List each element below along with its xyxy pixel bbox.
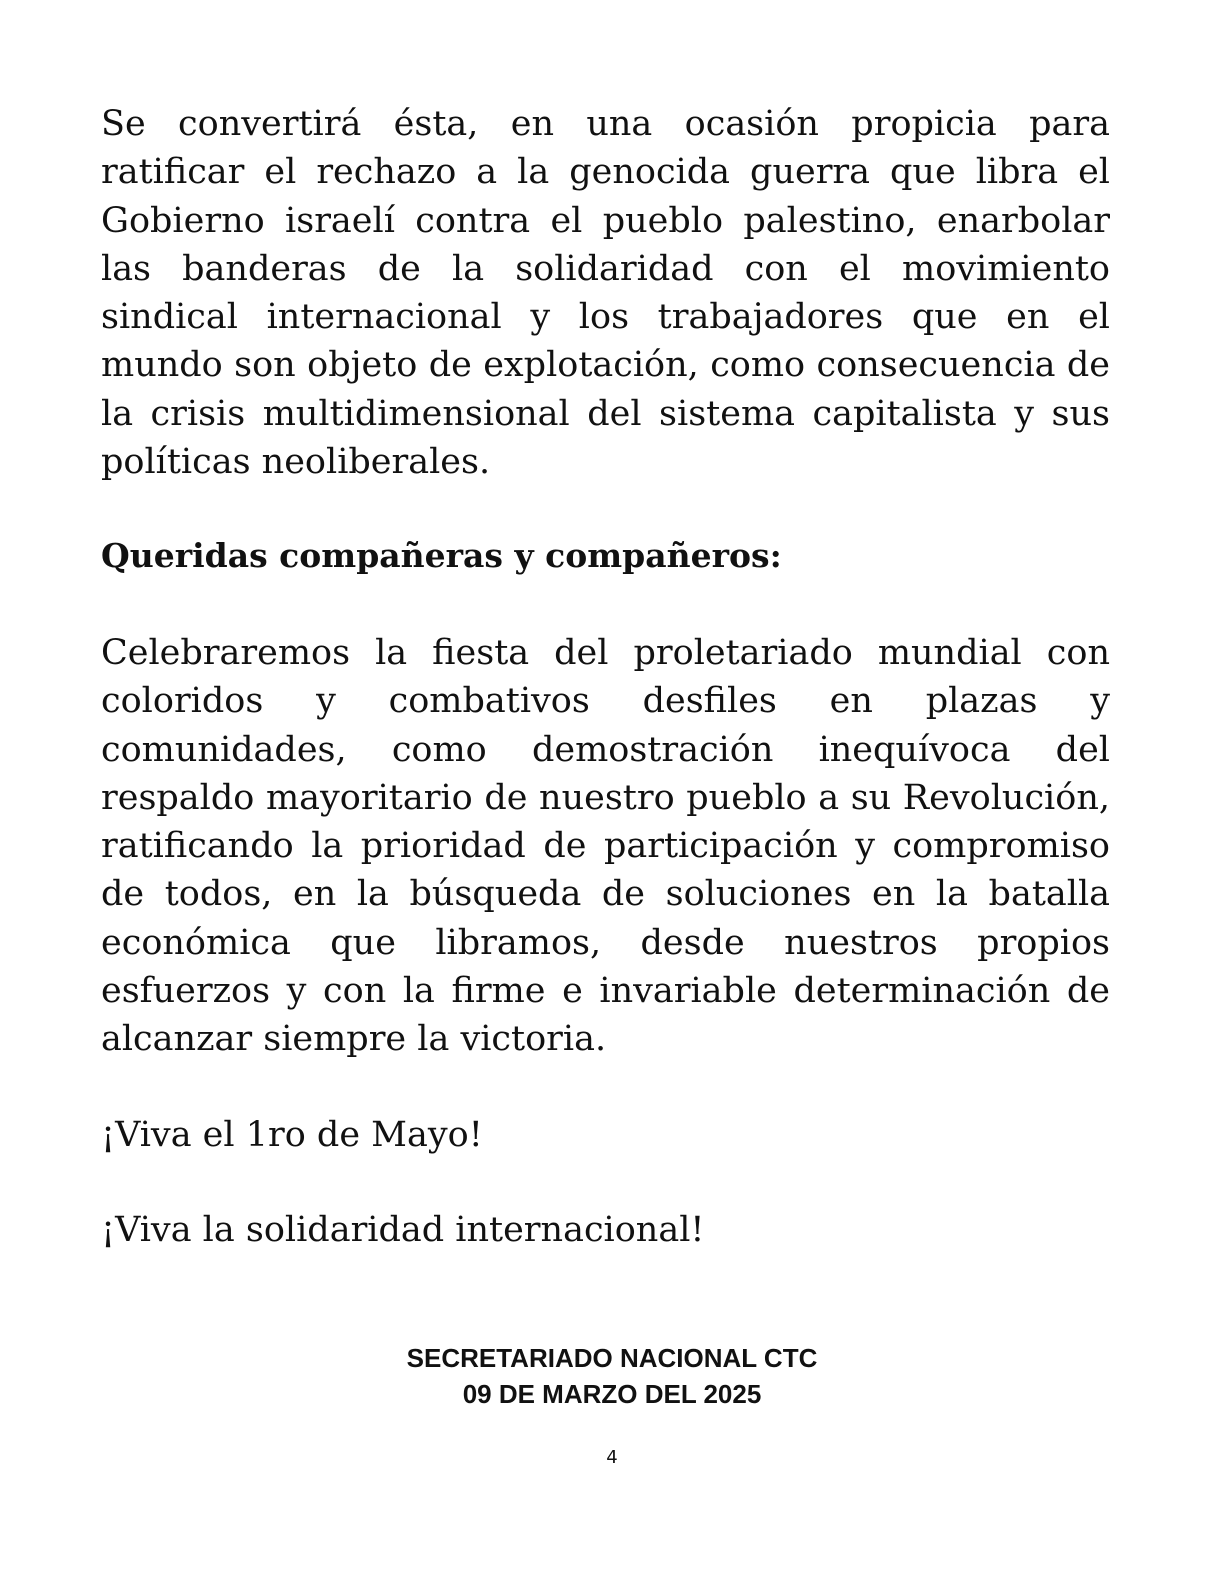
signature-block <box>0 1340 1224 1412</box>
body-paragraph-1 <box>101 100 1110 486</box>
page-number: 4 <box>606 1447 618 1468</box>
slogan-solidarity: ¡Viva la solidaridad internacional! <box>101 1210 705 1250</box>
salutation-heading: Queridas compañeras y compañeros: <box>101 536 782 575</box>
body-paragraph-2 <box>101 629 1110 1064</box>
slogan-may-day: ¡Viva el 1ro de Mayo! <box>101 1115 483 1155</box>
paragraph-text: Se convertirá ésta, en una ocasión propicia para ratificar el rechazo a la genocida guerra que libra el Gobierno israelí contra el pueblo palestino, enarbolar las banderas de la solidaridad con el movimiento sindical internacional y los trabajadores que en el mundo son objeto de explotación, como consecuencia de la crisis multidimensional del sistema capitalista y sus políticas neoliberales. <box>101 104 1110 483</box>
paragraph-text: Celebraremos la fiesta del proletariado mundial con coloridos y combativos desfiles en plazas y comunidades, como demostración inequívoca del respaldo mayoritario de nuestro pueblo a su Revolución, ratificando la prioridad de participación y compromiso de todos, en la búsqueda de soluciones en la batalla económica que libramos, desde nuestros propios esfuerzos y con la firme e invariable determinación de alcanzar siempre la victoria. <box>101 633 1110 1060</box>
signature-date: 09 DE MARZO DEL 2025 <box>462 1379 762 1409</box>
signature-organization: SECRETARIADO NACIONAL CTC <box>406 1343 818 1373</box>
